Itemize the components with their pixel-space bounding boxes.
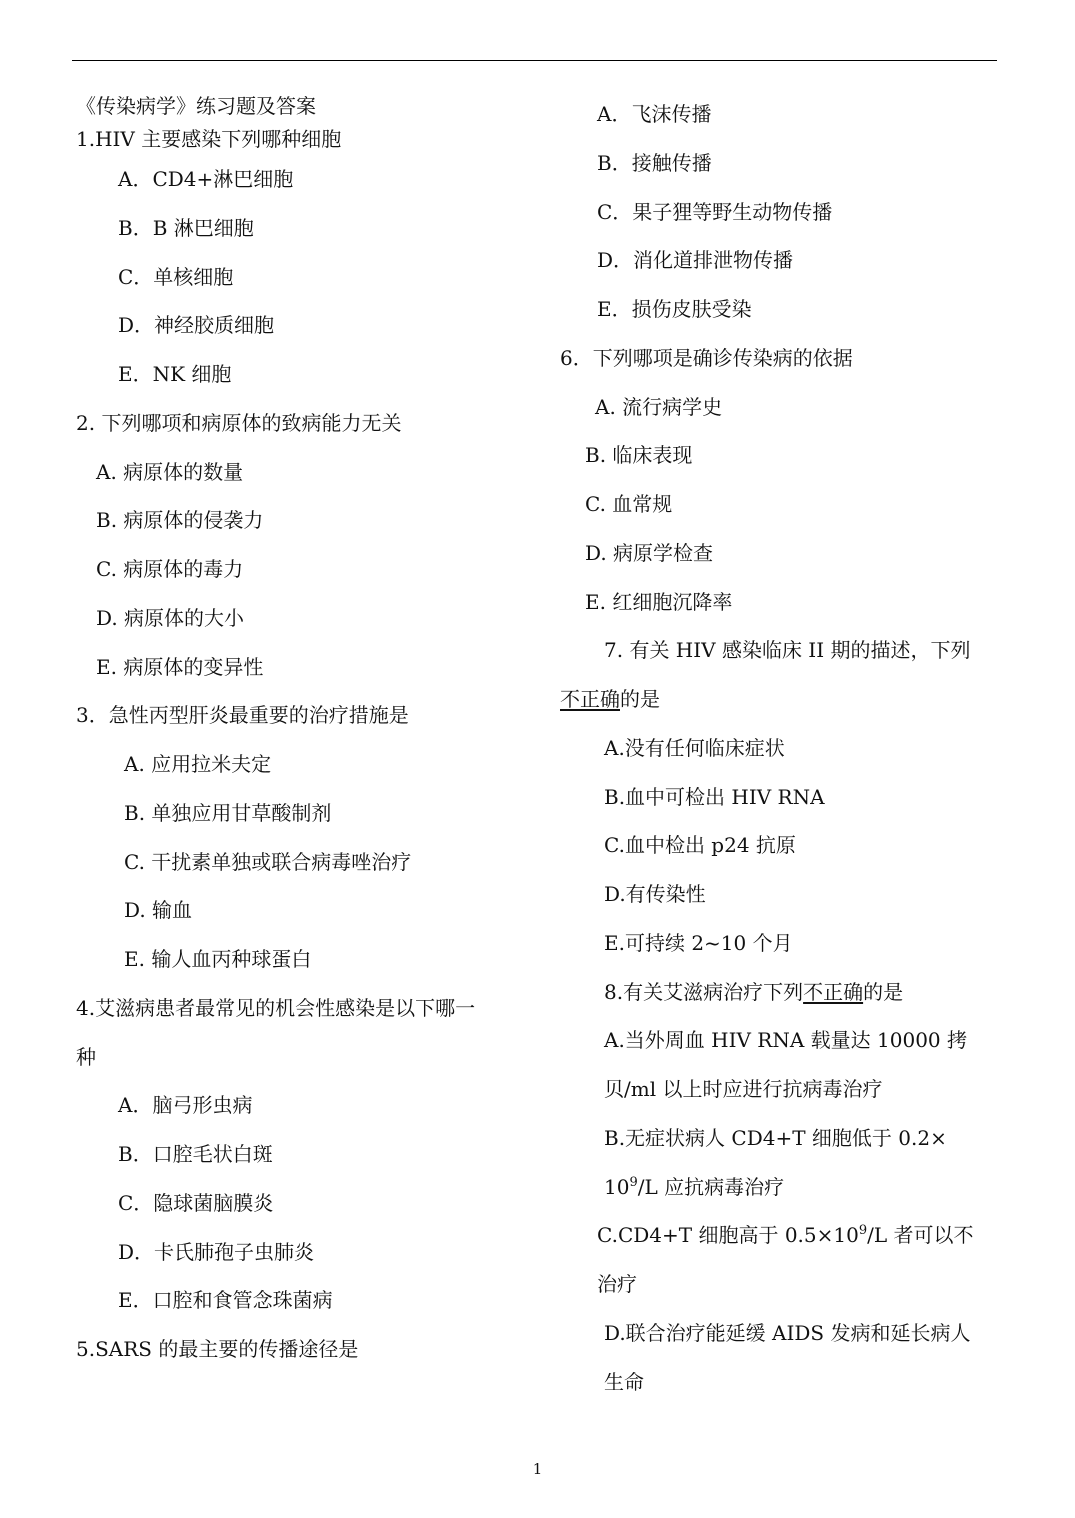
- question-7-option-a: A.没有任何临床症状: [604, 736, 785, 760]
- question-2-option-a: A. 病原体的数量: [96, 460, 244, 484]
- question-3-option-a: A. 应用拉米夫定: [124, 752, 272, 776]
- question-8-option-c-line1: [597, 1221, 974, 1249]
- question-2-option-e: E. 病原体的变异性: [96, 655, 264, 679]
- question-3-option-b: B. 单独应用甘草酸制剂: [124, 801, 332, 825]
- option-c-rest: /L 者可以不: [867, 1223, 974, 1247]
- question-8-underlined-text: 不正确: [803, 980, 864, 1004]
- question-5-option-e: E．损伤皮肤受染: [597, 297, 752, 321]
- question-7-option-d: D.有传染性: [604, 882, 706, 906]
- question-4-option-c: C．隐球菌脑膜炎: [118, 1191, 274, 1215]
- question-7-option-b: B.血中可检出 HIV RNA: [604, 785, 825, 809]
- question-8-option-d-line2: 生命: [604, 1370, 644, 1394]
- option-b-rest: /L 应抗病毒治疗: [637, 1175, 785, 1199]
- question-6-option-c: C. 血常规: [585, 492, 673, 516]
- question-3-option-c: C. 干扰素单独或联合病毒唑治疗: [124, 850, 412, 874]
- question-1-option-a: A．CD4+淋巴细胞: [118, 167, 294, 191]
- question-8-stem-tail: 的是: [863, 980, 904, 1004]
- question-5-stem: 5.SARS 的最主要的传播途径是: [76, 1337, 359, 1361]
- question-8-option-b-line2: [604, 1173, 784, 1201]
- question-2-stem: 2. 下列哪项和病原体的致病能力无关: [76, 411, 402, 435]
- question-8-option-b-line1: B.无症状病人 CD4+T 细胞低于 0.2×: [604, 1126, 947, 1150]
- header-rule: [72, 60, 997, 61]
- question-8-stem-pre: 8.有关艾滋病治疗下列: [604, 980, 804, 1004]
- question-1-option-e: E．NK 细胞: [118, 362, 232, 386]
- question-3-option-d: D. 输血: [124, 898, 193, 922]
- question-2-option-c: C. 病原体的毒力: [96, 557, 244, 581]
- question-1-option-b: B．B 淋巴细胞: [118, 216, 254, 240]
- question-4-option-a: A．脑弓形虫病: [118, 1093, 253, 1117]
- question-5-option-c: C．果子狸等野生动物传播: [597, 200, 833, 224]
- option-c-base: C.CD4+T 细胞高于 0.5×10: [597, 1223, 859, 1247]
- question-4-option-b: B．口腔毛状白斑: [118, 1142, 273, 1166]
- question-6-option-b: B. 临床表现: [585, 443, 693, 467]
- question-5-option-d: D．消化道排泄物传播: [597, 248, 794, 272]
- question-8-option-d-line1: D.联合治疗能延缓 AIDS 发病和延长病人: [604, 1321, 971, 1345]
- question-5-option-a: A．飞沫传播: [597, 102, 712, 126]
- page-number: 1: [532, 1460, 543, 1478]
- document-title: 《传染病学》练习题及答案: [76, 94, 316, 118]
- question-4-option-d: D．卡氏肺孢子虫肺炎: [118, 1240, 315, 1264]
- question-6-option-a: A. 流行病学史: [595, 395, 723, 419]
- question-8-stem: [604, 978, 903, 1006]
- question-6-option-d: D. 病原学检查: [585, 541, 714, 565]
- question-2-option-b: B. 病原体的侵袭力: [96, 508, 264, 532]
- question-4-stem-line2: 种: [76, 1045, 96, 1069]
- question-1-stem: 1.HIV 主要感染下列哪种细胞: [76, 127, 342, 151]
- option-b-exponent: 9: [629, 1175, 638, 1190]
- question-8-option-c-line2: 治疗: [597, 1272, 637, 1296]
- question-3-option-e: E. 输人血丙种球蛋白: [124, 947, 312, 971]
- question-7-stem-tail: 的是: [620, 687, 660, 711]
- question-7-underlined-text: 不正确: [560, 687, 620, 711]
- question-7-option-c: C.血中检出 p24 抗原: [604, 833, 796, 857]
- option-c-exponent: 9: [858, 1223, 868, 1238]
- question-8-option-a-line2: 贝/ml 以上时应进行抗病毒治疗: [604, 1077, 883, 1101]
- question-4-option-e: E．口腔和食管念珠菌病: [118, 1288, 333, 1312]
- option-b-base: 10: [604, 1175, 630, 1199]
- question-3-stem: 3．急性丙型肝炎最重要的治疗措施是: [76, 703, 409, 727]
- question-8-option-a-line1: A.当外周血 HIV RNA 载量达 10000 拷: [604, 1028, 967, 1052]
- question-4-stem-line1: 4.艾滋病患者最常见的机会性感染是以下哪一: [76, 996, 476, 1020]
- question-6-option-e: E. 红细胞沉降率: [585, 590, 733, 614]
- question-2-option-d: D. 病原体的大小: [96, 606, 245, 630]
- question-1-option-c: C．单核细胞: [118, 265, 234, 289]
- question-7-stem-line2: [560, 685, 660, 713]
- question-6-stem: 6．下列哪项是确诊传染病的依据: [560, 346, 853, 370]
- question-1-option-d: D．神经胶质细胞: [118, 313, 275, 337]
- question-7-stem-line1: 7. 有关 HIV 感染临床 II 期的描述，下列: [604, 638, 971, 662]
- question-7-option-e: E.可持续 2~10 个月: [604, 931, 793, 955]
- question-5-option-b: B．接触传播: [597, 151, 712, 175]
